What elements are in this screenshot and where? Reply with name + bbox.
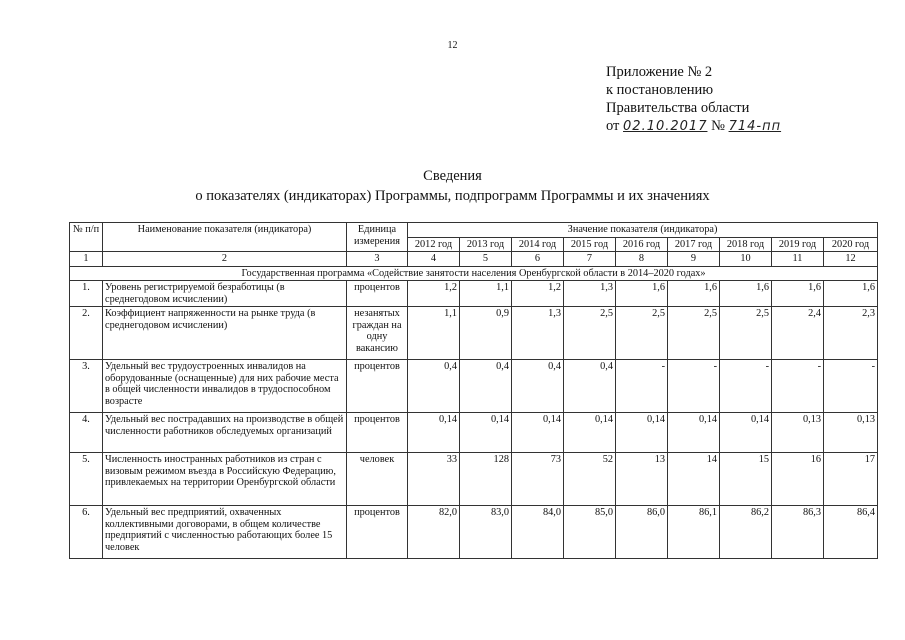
column-index: 10 — [720, 252, 772, 267]
row-num: 3. — [70, 360, 103, 413]
row-num: 2. — [70, 307, 103, 360]
row-value: - — [824, 360, 878, 413]
row-unit: процентов — [347, 360, 408, 413]
row-unit: человек — [347, 453, 408, 506]
header-year: 2020 год — [824, 237, 878, 252]
table-row — [70, 360, 878, 413]
row-unit: процентов — [347, 281, 408, 307]
row-value: - — [772, 360, 824, 413]
row-value: 86,4 — [824, 506, 878, 559]
row-value: 2,5 — [720, 307, 772, 360]
row-value: 1,2 — [512, 281, 564, 307]
page-number: 12 — [447, 40, 458, 51]
row-value: 52 — [564, 453, 616, 506]
row-unit: незанятых граждан на одну вакансию — [347, 307, 408, 360]
column-index: 6 — [512, 252, 564, 267]
header-year: 2015 год — [564, 237, 616, 252]
row-value: 1,6 — [616, 281, 668, 307]
row-value: 1,6 — [720, 281, 772, 307]
header-year: 2012 год — [408, 237, 460, 252]
column-index: 7 — [564, 252, 616, 267]
indicators-table — [69, 222, 878, 559]
row-value: 13 — [616, 453, 668, 506]
row-value: 86,0 — [616, 506, 668, 559]
appendix-block — [606, 63, 781, 136]
row-value: 1,2 — [408, 281, 460, 307]
row-value: 82,0 — [408, 506, 460, 559]
row-value: 2,5 — [616, 307, 668, 360]
row-value: 14 — [668, 453, 720, 506]
header-value-group: Значение показателя (индикатора) — [408, 223, 878, 238]
row-value: 2,4 — [772, 307, 824, 360]
row-value: 0,9 — [460, 307, 512, 360]
row-value: 86,3 — [772, 506, 824, 559]
row-value: 0,13 — [772, 413, 824, 453]
row-value: 85,0 — [564, 506, 616, 559]
column-index: 4 — [408, 252, 460, 267]
row-name: Удельный вес трудоустроенных инвалидов на оборудованные (оснащенные) для них рабочие места в общей численности инвалидов в трудоспособном возрасте — [103, 360, 347, 413]
row-name: Коэффициент напряженности на рынке труда (в среднегодовом исчислении) — [103, 307, 347, 360]
row-value: 128 — [460, 453, 512, 506]
column-index: 2 — [103, 252, 347, 267]
appendix-line-2: к постановлению — [606, 82, 714, 98]
row-unit: процентов — [347, 506, 408, 559]
handwritten-date: 02.10.2017 — [623, 119, 708, 134]
row-value: 0,13 — [824, 413, 878, 453]
row-num: 4. — [70, 413, 103, 453]
row-value: 0,14 — [460, 413, 512, 453]
program-title-row — [70, 266, 878, 281]
appendix-date-line — [606, 117, 781, 136]
row-value: 0,4 — [512, 360, 564, 413]
row-value: 17 — [824, 453, 878, 506]
row-value: 15 — [720, 453, 772, 506]
header-year: 2017 год — [668, 237, 720, 252]
appendix-line-1: Приложение № 2 — [606, 64, 713, 80]
column-index: 9 — [668, 252, 720, 267]
column-index: 12 — [824, 252, 878, 267]
header-year: 2018 год — [720, 237, 772, 252]
column-index: 11 — [772, 252, 824, 267]
header-unit: Единица измерения — [347, 223, 408, 252]
row-value: 0,4 — [564, 360, 616, 413]
row-num: 5. — [70, 453, 103, 506]
column-index: 8 — [616, 252, 668, 267]
row-value: 0,14 — [668, 413, 720, 453]
row-name: Уровень регистрируемой безработицы (в среднегодовом исчислении) — [103, 281, 347, 307]
row-value: 1,3 — [512, 307, 564, 360]
row-value: 33 — [408, 453, 460, 506]
row-value: - — [668, 360, 720, 413]
row-value: 1,1 — [408, 307, 460, 360]
header-num: № п/п — [70, 223, 103, 252]
row-value: - — [720, 360, 772, 413]
table-row — [70, 506, 878, 559]
program-title: Государственная программа «Содействие занятости населения Оренбургской области в 2014–2020 годах» — [70, 266, 878, 281]
table-row — [70, 281, 878, 307]
row-value: 0,14 — [408, 413, 460, 453]
document-title — [0, 166, 905, 206]
row-value: 0,14 — [720, 413, 772, 453]
row-value: 86,1 — [668, 506, 720, 559]
number-prefix: № — [711, 118, 725, 134]
column-index: 3 — [347, 252, 408, 267]
row-name: Удельный вес предприятий, охваченных коллективными договорами, в общем количестве предприятий с численностью работающих более 15 человек — [103, 506, 347, 559]
column-index-row — [70, 252, 878, 267]
row-value: 2,3 — [824, 307, 878, 360]
row-name: Численность иностранных работников из стран с визовым режимом въезда в Российскую Федерацию, привлекаемых на территории Оренбургской области — [103, 453, 347, 506]
header-year: 2016 год — [616, 237, 668, 252]
row-value: 2,5 — [564, 307, 616, 360]
title-line-1: Сведения — [423, 168, 482, 184]
row-value: 1,6 — [668, 281, 720, 307]
row-value: 84,0 — [512, 506, 564, 559]
column-index: 1 — [70, 252, 103, 267]
handwritten-number: 714-пп — [728, 119, 782, 134]
row-value: 1,6 — [772, 281, 824, 307]
row-value: 0,4 — [408, 360, 460, 413]
row-unit: процентов — [347, 413, 408, 453]
title-line-2: о показателях (индикаторах) Программы, подпрограмм Программы и их значениях — [195, 188, 710, 204]
row-value: 83,0 — [460, 506, 512, 559]
header-name: Наименование показателя (индикатора) — [103, 223, 347, 252]
column-index: 5 — [460, 252, 512, 267]
appendix-line-3: Правительства области — [606, 100, 750, 116]
row-value: 0,4 — [460, 360, 512, 413]
table-row — [70, 307, 878, 360]
row-value: 0,14 — [616, 413, 668, 453]
header-year: 2013 год — [460, 237, 512, 252]
row-name: Удельный вес пострадавших на производстве в общей численности работников обследуемых организаций — [103, 413, 347, 453]
header-year: 2019 год — [772, 237, 824, 252]
row-value: - — [616, 360, 668, 413]
row-value: 73 — [512, 453, 564, 506]
row-value: 1,1 — [460, 281, 512, 307]
row-num: 6. — [70, 506, 103, 559]
row-value: 0,14 — [564, 413, 616, 453]
header-year: 2014 год — [512, 237, 564, 252]
row-num: 1. — [70, 281, 103, 307]
table-row — [70, 453, 878, 506]
date-prefix: от — [606, 118, 620, 134]
row-value: 1,6 — [824, 281, 878, 307]
row-value: 0,14 — [512, 413, 564, 453]
row-value: 2,5 — [668, 307, 720, 360]
table-row — [70, 413, 878, 453]
row-value: 16 — [772, 453, 824, 506]
row-value: 1,3 — [564, 281, 616, 307]
row-value: 86,2 — [720, 506, 772, 559]
